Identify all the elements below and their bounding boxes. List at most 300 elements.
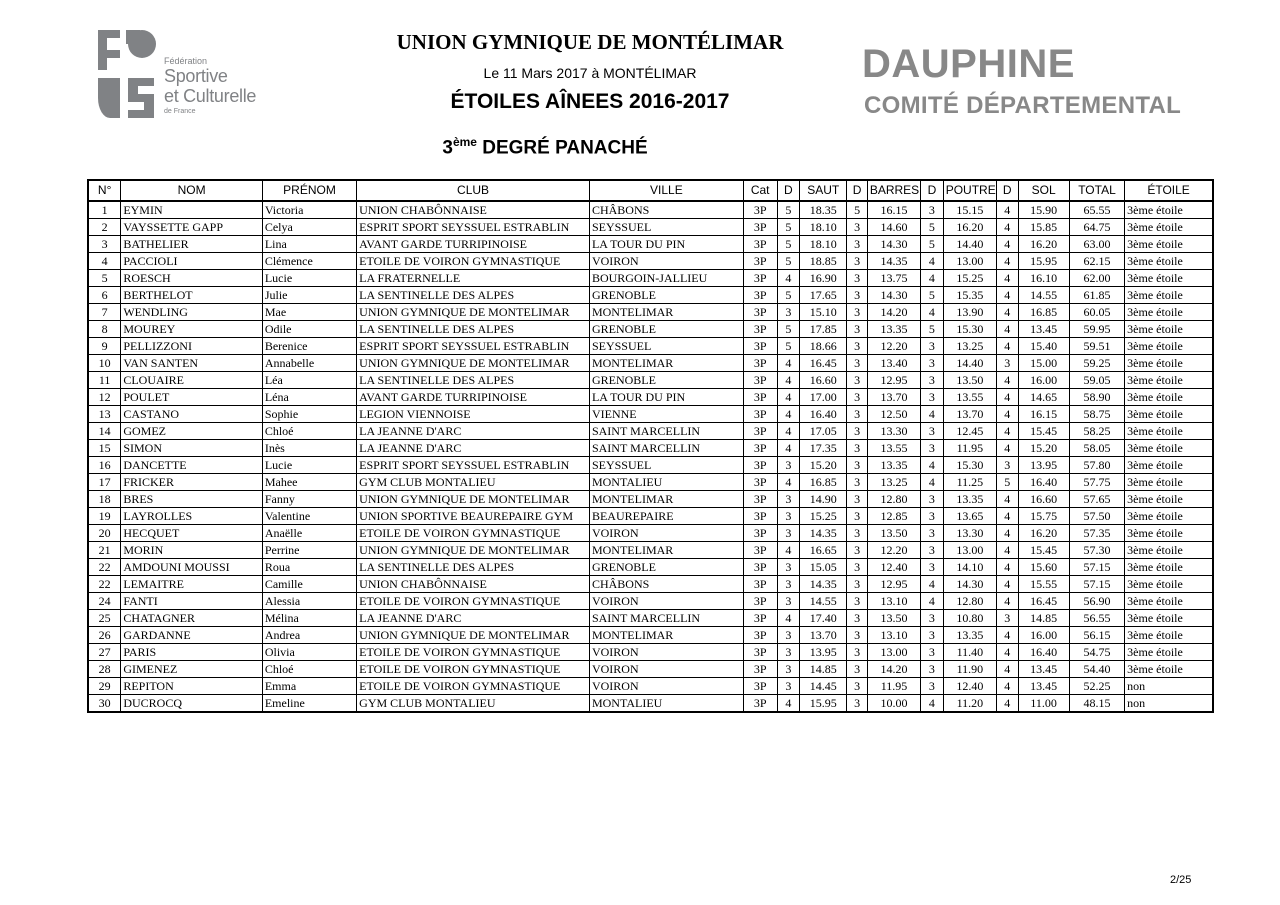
- col-poutre-cell: 10.80: [943, 610, 996, 627]
- col-etoile-cell: 3ème étoile: [1125, 287, 1213, 304]
- col-total-cell: 64.75: [1069, 219, 1124, 236]
- col-d-barres-header: D: [847, 180, 868, 201]
- col-saut-cell: 16.40: [800, 406, 847, 423]
- col-poutre-cell: 15.25: [943, 270, 996, 287]
- col-d-barres-cell: 3: [847, 440, 868, 457]
- col-ville-header: VILLE: [589, 180, 743, 201]
- table-row: [88, 219, 1213, 236]
- col-poutre-cell: 14.40: [943, 236, 996, 253]
- col-club-cell: UNION GYMNIQUE DE MONTELIMAR: [357, 304, 590, 321]
- col-club-cell: UNION GYMNIQUE DE MONTELIMAR: [357, 491, 590, 508]
- col-d-barres-cell: 3: [847, 355, 868, 372]
- col-saut-cell: 14.85: [800, 661, 847, 678]
- col-cat-cell: 3P: [743, 525, 777, 542]
- col-prenom-cell: Perrine: [262, 542, 356, 559]
- col-d-poutre-cell: 3: [921, 423, 944, 440]
- col-barres-cell: 12.95: [867, 372, 920, 389]
- col-d-poutre-cell: 5: [921, 236, 944, 253]
- col-prenom-cell: Camille: [262, 576, 356, 593]
- col-d-sol-cell: 4: [997, 219, 1019, 236]
- table-row: [88, 593, 1213, 610]
- col-saut-cell: 17.65: [800, 287, 847, 304]
- col-d-sol-cell: 3: [997, 610, 1019, 627]
- col-club-cell: LA SENTINELLE DES ALPES: [357, 287, 590, 304]
- col-ville-cell: CHÂBONS: [589, 201, 743, 219]
- col-etoile-cell: 3ème étoile: [1125, 372, 1213, 389]
- col-d-poutre-cell: 3: [921, 508, 944, 525]
- col-d-barres-cell: 3: [847, 525, 868, 542]
- degree-label: DEGRÉ PANACHÉ: [476, 137, 648, 159]
- fscf-logo: [96, 28, 276, 120]
- logo-line-3: de France: [164, 108, 196, 115]
- col-sol-cell: 16.85: [1018, 304, 1069, 321]
- col-total-cell: 57.35: [1069, 525, 1124, 542]
- col-total-cell: 57.75: [1069, 474, 1124, 491]
- col-prenom-cell: Emma: [262, 678, 356, 695]
- col-prenom-cell: Chloé: [262, 423, 356, 440]
- col-club-cell: LA JEANNE D'ARC: [357, 440, 590, 457]
- col-prenom-cell: Olivia: [262, 644, 356, 661]
- col-total-cell: 63.00: [1069, 236, 1124, 253]
- col-sol-cell: 15.55: [1018, 576, 1069, 593]
- col-d-barres-cell: 3: [847, 423, 868, 440]
- col-d-sol-cell: 5: [997, 474, 1019, 491]
- col-cat-cell: 3P: [743, 321, 777, 338]
- col-prenom-header: PRÉNOM: [262, 180, 356, 201]
- col-club-cell: ESPRIT SPORT SEYSSUEL ESTRABLIN: [357, 457, 590, 474]
- col-number-cell: 3: [88, 236, 121, 253]
- table-body: [88, 201, 1213, 712]
- col-sol-cell: 16.40: [1018, 644, 1069, 661]
- col-club-cell: LA JEANNE D'ARC: [357, 423, 590, 440]
- col-sol-cell: 16.10: [1018, 270, 1069, 287]
- col-total-cell: 54.40: [1069, 661, 1124, 678]
- col-d-barres-cell: 3: [847, 491, 868, 508]
- col-prenom-cell: Alessia: [262, 593, 356, 610]
- col-club-cell: LA JEANNE D'ARC: [357, 610, 590, 627]
- col-barres-cell: 12.80: [867, 491, 920, 508]
- col-d-sol-cell: 4: [997, 627, 1019, 644]
- col-d-saut-header: D: [777, 180, 800, 201]
- col-ville-cell: VOIRON: [589, 644, 743, 661]
- table-row: [88, 236, 1213, 253]
- col-barres-cell: 14.60: [867, 219, 920, 236]
- col-d-saut-cell: 3: [777, 304, 800, 321]
- col-d-saut-cell: 5: [777, 201, 800, 219]
- col-ville-cell: MONTELIMAR: [589, 304, 743, 321]
- col-d-barres-cell: 3: [847, 287, 868, 304]
- table-row: [88, 661, 1213, 678]
- col-cat-cell: 3P: [743, 304, 777, 321]
- col-etoile-cell: 3ème étoile: [1125, 253, 1213, 270]
- col-d-poutre-cell: 5: [921, 287, 944, 304]
- col-number-cell: 19: [88, 508, 121, 525]
- col-etoile-cell: 3ème étoile: [1125, 219, 1213, 236]
- col-prenom-cell: Andrea: [262, 627, 356, 644]
- col-d-poutre-cell: 4: [921, 270, 944, 287]
- col-number-cell: 26: [88, 627, 121, 644]
- col-barres-cell: 14.30: [867, 287, 920, 304]
- col-total-cell: 60.05: [1069, 304, 1124, 321]
- col-d-poutre-cell: 4: [921, 474, 944, 491]
- col-total-cell: 54.75: [1069, 644, 1124, 661]
- col-poutre-cell: 15.30: [943, 457, 996, 474]
- col-d-poutre-cell: 3: [921, 627, 944, 644]
- col-ville-cell: SAINT MARCELLIN: [589, 610, 743, 627]
- col-prenom-cell: Mae: [262, 304, 356, 321]
- col-club-cell: UNION GYMNIQUE DE MONTELIMAR: [357, 542, 590, 559]
- col-number-cell: 1: [88, 201, 121, 219]
- col-d-saut-cell: 5: [777, 253, 800, 270]
- col-nom-cell: BRES: [121, 491, 263, 508]
- col-cat-cell: 3P: [743, 338, 777, 355]
- col-nom-cell: AMDOUNI MOUSSI: [121, 559, 263, 576]
- col-saut-cell: 16.90: [800, 270, 847, 287]
- degree-number: 3: [442, 137, 453, 159]
- col-d-poutre-cell: 4: [921, 253, 944, 270]
- col-barres-cell: 14.20: [867, 661, 920, 678]
- degree-superscript: ème: [452, 135, 477, 149]
- col-d-barres-cell: 3: [847, 576, 868, 593]
- col-sol-cell: 16.45: [1018, 593, 1069, 610]
- col-ville-cell: MONTELIMAR: [589, 542, 743, 559]
- col-ville-cell: MONTALIEU: [589, 695, 743, 713]
- col-d-barres-cell: 3: [847, 559, 868, 576]
- col-ville-cell: VOIRON: [589, 661, 743, 678]
- table-row: [88, 678, 1213, 695]
- col-d-barres-cell: 3: [847, 406, 868, 423]
- results-table: [87, 179, 1214, 713]
- col-ville-cell: SEYSSUEL: [589, 219, 743, 236]
- col-d-sol-cell: 4: [997, 542, 1019, 559]
- col-sol-cell: 13.95: [1018, 457, 1069, 474]
- col-ville-cell: VOIRON: [589, 593, 743, 610]
- col-d-saut-cell: 4: [777, 389, 800, 406]
- col-sol-cell: 15.45: [1018, 423, 1069, 440]
- col-d-saut-cell: 5: [777, 236, 800, 253]
- col-d-saut-cell: 3: [777, 678, 800, 695]
- col-prenom-cell: Victoria: [262, 201, 356, 219]
- col-d-sol-cell: 4: [997, 661, 1019, 678]
- col-sol-cell: 16.60: [1018, 491, 1069, 508]
- col-d-barres-cell: 3: [847, 270, 868, 287]
- col-poutre-cell: 13.35: [943, 627, 996, 644]
- col-poutre-cell: 12.45: [943, 423, 996, 440]
- col-d-sol-cell: 3: [997, 355, 1019, 372]
- col-ville-cell: LA TOUR DU PIN: [589, 389, 743, 406]
- col-nom-cell: VAYSSETTE GAPP: [121, 219, 263, 236]
- col-barres-cell: 13.70: [867, 389, 920, 406]
- col-barres-cell: 14.30: [867, 236, 920, 253]
- table-row: [88, 287, 1213, 304]
- col-club-header: CLUB: [357, 180, 590, 201]
- col-sol-header: SOL: [1018, 180, 1069, 201]
- col-d-saut-cell: 4: [777, 474, 800, 491]
- col-cat-cell: 3P: [743, 219, 777, 236]
- col-poutre-cell: 13.65: [943, 508, 996, 525]
- col-etoile-cell: 3ème étoile: [1125, 559, 1213, 576]
- table-row: [88, 304, 1213, 321]
- col-d-poutre-cell: 5: [921, 219, 944, 236]
- col-nom-cell: PACCIOLI: [121, 253, 263, 270]
- col-cat-cell: 3P: [743, 355, 777, 372]
- col-d-barres-cell: 3: [847, 236, 868, 253]
- col-club-cell: UNION SPORTIVE BEAUREPAIRE GYM: [357, 508, 590, 525]
- col-nom-cell: LEMAITRE: [121, 576, 263, 593]
- col-total-cell: 59.51: [1069, 338, 1124, 355]
- col-poutre-cell: 11.25: [943, 474, 996, 491]
- col-sol-cell: 13.45: [1018, 678, 1069, 695]
- col-d-barres-cell: 3: [847, 219, 868, 236]
- col-cat-cell: 3P: [743, 440, 777, 457]
- col-poutre-cell: 16.20: [943, 219, 996, 236]
- col-sol-cell: 14.65: [1018, 389, 1069, 406]
- col-d-sol-cell: 4: [997, 270, 1019, 287]
- col-etoile-cell: 3ème étoile: [1125, 321, 1213, 338]
- col-d-sol-cell: 3: [997, 457, 1019, 474]
- col-d-poutre-cell: 3: [921, 644, 944, 661]
- col-d-barres-cell: 3: [847, 695, 868, 713]
- col-ville-cell: GRENOBLE: [589, 321, 743, 338]
- col-nom-cell: CLOUAIRE: [121, 372, 263, 389]
- col-ville-cell: BEAUREPAIRE: [589, 508, 743, 525]
- col-d-saut-cell: 4: [777, 406, 800, 423]
- col-total-cell: 62.00: [1069, 270, 1124, 287]
- table-row: [88, 627, 1213, 644]
- col-ville-cell: BOURGOIN-JALLIEU: [589, 270, 743, 287]
- table-row: [88, 474, 1213, 491]
- col-prenom-cell: Chloé: [262, 661, 356, 678]
- col-d-saut-cell: 4: [777, 610, 800, 627]
- col-cat-cell: 3P: [743, 270, 777, 287]
- col-etoile-cell: 3ème étoile: [1125, 423, 1213, 440]
- col-d-sol-cell: 4: [997, 695, 1019, 713]
- col-total-header: TOTAL: [1069, 180, 1124, 201]
- col-saut-cell: 16.45: [800, 355, 847, 372]
- col-d-saut-cell: 4: [777, 423, 800, 440]
- col-nom-cell: ROESCH: [121, 270, 263, 287]
- col-barres-cell: 14.20: [867, 304, 920, 321]
- col-d-poutre-cell: 3: [921, 610, 944, 627]
- col-d-saut-cell: 5: [777, 287, 800, 304]
- col-etoile-cell: 3ème étoile: [1125, 593, 1213, 610]
- col-total-cell: 58.75: [1069, 406, 1124, 423]
- col-club-cell: ETOILE DE VOIRON GYMNASTIQUE: [357, 678, 590, 695]
- col-nom-cell: SIMON: [121, 440, 263, 457]
- col-d-sol-cell: 4: [997, 338, 1019, 355]
- logo-line-1: Sportive: [164, 66, 228, 86]
- col-number-cell: 29: [88, 678, 121, 695]
- col-number-cell: 5: [88, 270, 121, 287]
- col-poutre-cell: 11.90: [943, 661, 996, 678]
- col-poutre-cell: 11.40: [943, 644, 996, 661]
- col-poutre-cell: 13.25: [943, 338, 996, 355]
- col-d-sol-cell: 4: [997, 321, 1019, 338]
- col-d-saut-cell: 4: [777, 372, 800, 389]
- col-d-poutre-cell: 3: [921, 355, 944, 372]
- col-poutre-cell: 13.50: [943, 372, 996, 389]
- col-saut-cell: 15.95: [800, 695, 847, 713]
- col-cat-cell: 3P: [743, 644, 777, 661]
- col-number-cell: 2: [88, 219, 121, 236]
- col-sol-cell: 15.75: [1018, 508, 1069, 525]
- col-barres-cell: 13.50: [867, 610, 920, 627]
- col-d-poutre-cell: 3: [921, 678, 944, 695]
- col-cat-cell: 3P: [743, 201, 777, 219]
- col-d-sol-cell: 4: [997, 389, 1019, 406]
- table-row: [88, 406, 1213, 423]
- col-sol-cell: 16.20: [1018, 236, 1069, 253]
- col-total-cell: 65.55: [1069, 201, 1124, 219]
- col-cat-cell: 3P: [743, 236, 777, 253]
- col-prenom-cell: Valentine: [262, 508, 356, 525]
- col-d-poutre-cell: 5: [921, 321, 944, 338]
- col-barres-cell: 13.50: [867, 525, 920, 542]
- col-d-barres-cell: 3: [847, 627, 868, 644]
- col-etoile-cell: non: [1125, 678, 1213, 695]
- col-nom-cell: MOUREY: [121, 321, 263, 338]
- col-d-saut-cell: 4: [777, 440, 800, 457]
- col-d-sol-cell: 4: [997, 525, 1019, 542]
- competition-title: ÉTOILES AÎNEES 2016-2017: [450, 90, 730, 113]
- col-club-cell: UNION GYMNIQUE DE MONTELIMAR: [357, 627, 590, 644]
- col-barres-cell: 13.55: [867, 440, 920, 457]
- col-total-cell: 58.05: [1069, 440, 1124, 457]
- col-sol-cell: 13.45: [1018, 661, 1069, 678]
- col-number-cell: 22: [88, 576, 121, 593]
- col-etoile-cell: 3ème étoile: [1125, 627, 1213, 644]
- col-number-cell: 10: [88, 355, 121, 372]
- col-etoile-cell: 3ème étoile: [1125, 406, 1213, 423]
- col-poutre-cell: 11.95: [943, 440, 996, 457]
- table-row: [88, 559, 1213, 576]
- col-d-sol-cell: 4: [997, 644, 1019, 661]
- col-etoile-cell: 3ème étoile: [1125, 576, 1213, 593]
- col-d-poutre-cell: 3: [921, 661, 944, 678]
- col-barres-header: BARRES: [867, 180, 920, 201]
- col-barres-cell: 14.35: [867, 253, 920, 270]
- col-sol-cell: 14.55: [1018, 287, 1069, 304]
- col-barres-cell: 12.50: [867, 406, 920, 423]
- col-d-poutre-cell: 3: [921, 491, 944, 508]
- col-d-saut-cell: 3: [777, 661, 800, 678]
- col-d-sol-cell: 4: [997, 304, 1019, 321]
- col-number-cell: 24: [88, 593, 121, 610]
- col-nom-cell: POULET: [121, 389, 263, 406]
- col-etoile-cell: 3ème étoile: [1125, 525, 1213, 542]
- col-d-saut-cell: 5: [777, 321, 800, 338]
- col-prenom-cell: Lucie: [262, 457, 356, 474]
- col-nom-cell: HECQUET: [121, 525, 263, 542]
- col-cat-cell: 3P: [743, 661, 777, 678]
- col-number-cell: 25: [88, 610, 121, 627]
- col-saut-cell: 18.35: [800, 201, 847, 219]
- col-ville-cell: GRENOBLE: [589, 372, 743, 389]
- col-total-cell: 61.85: [1069, 287, 1124, 304]
- col-d-poutre-cell: 3: [921, 440, 944, 457]
- col-barres-cell: 13.10: [867, 627, 920, 644]
- col-d-sol-cell: 4: [997, 559, 1019, 576]
- col-cat-cell: 3P: [743, 610, 777, 627]
- col-d-sol-cell: 4: [997, 287, 1019, 304]
- col-poutre-cell: 13.00: [943, 542, 996, 559]
- col-poutre-cell: 12.80: [943, 593, 996, 610]
- col-nom-cell: BATHELIER: [121, 236, 263, 253]
- col-prenom-cell: Léna: [262, 389, 356, 406]
- col-ville-cell: SAINT MARCELLIN: [589, 423, 743, 440]
- col-total-cell: 57.15: [1069, 559, 1124, 576]
- col-barres-cell: 16.15: [867, 201, 920, 219]
- col-d-poutre-cell: 3: [921, 338, 944, 355]
- col-barres-cell: 12.20: [867, 542, 920, 559]
- col-total-cell: 48.15: [1069, 695, 1124, 713]
- col-poutre-cell: 13.30: [943, 525, 996, 542]
- col-d-sol-cell: 4: [997, 440, 1019, 457]
- col-d-poutre-cell: 4: [921, 593, 944, 610]
- col-club-cell: UNION CHABÔNNAISE: [357, 201, 590, 219]
- col-nom-cell: PARIS: [121, 644, 263, 661]
- col-ville-cell: SAINT MARCELLIN: [589, 440, 743, 457]
- col-total-cell: 59.05: [1069, 372, 1124, 389]
- col-nom-header: NOM: [121, 180, 263, 201]
- col-etoile-cell: 3ème étoile: [1125, 610, 1213, 627]
- col-club-cell: ETOILE DE VOIRON GYMNASTIQUE: [357, 644, 590, 661]
- col-total-cell: 59.95: [1069, 321, 1124, 338]
- col-barres-cell: 13.10: [867, 593, 920, 610]
- col-number-cell: 9: [88, 338, 121, 355]
- col-d-sol-cell: 4: [997, 576, 1019, 593]
- table-row: [88, 610, 1213, 627]
- col-number-cell: 4: [88, 253, 121, 270]
- col-etoile-cell: 3ème étoile: [1125, 457, 1213, 474]
- col-d-sol-cell: 4: [997, 491, 1019, 508]
- col-d-poutre-header: D: [921, 180, 944, 201]
- logo-federation: Fédération: [164, 56, 208, 66]
- col-club-cell: UNION CHABÔNNAISE: [357, 576, 590, 593]
- col-d-saut-cell: 3: [777, 508, 800, 525]
- degree-title: [400, 135, 690, 159]
- col-nom-cell: GOMEZ: [121, 423, 263, 440]
- col-d-saut-cell: 4: [777, 270, 800, 287]
- col-poutre-cell: 15.35: [943, 287, 996, 304]
- col-d-saut-cell: 4: [777, 355, 800, 372]
- col-total-cell: 62.15: [1069, 253, 1124, 270]
- col-etoile-cell: 3ème étoile: [1125, 474, 1213, 491]
- col-poutre-cell: 15.15: [943, 201, 996, 219]
- col-total-cell: 57.15: [1069, 576, 1124, 593]
- col-number-header: N°: [88, 180, 121, 201]
- col-d-barres-cell: 3: [847, 678, 868, 695]
- col-club-cell: LEGION VIENNOISE: [357, 406, 590, 423]
- col-number-cell: 15: [88, 440, 121, 457]
- table-row: [88, 253, 1213, 270]
- col-etoile-cell: 3ème étoile: [1125, 304, 1213, 321]
- col-cat-cell: 3P: [743, 508, 777, 525]
- col-sol-cell: 16.15: [1018, 406, 1069, 423]
- col-saut-cell: 16.85: [800, 474, 847, 491]
- col-barres-cell: 13.30: [867, 423, 920, 440]
- col-ville-cell: VOIRON: [589, 678, 743, 695]
- col-ville-cell: VIENNE: [589, 406, 743, 423]
- col-d-barres-cell: 3: [847, 474, 868, 491]
- col-number-cell: 8: [88, 321, 121, 338]
- col-d-barres-cell: 3: [847, 321, 868, 338]
- col-d-barres-cell: 3: [847, 508, 868, 525]
- col-nom-cell: BERTHELOT: [121, 287, 263, 304]
- col-club-cell: ESPRIT SPORT SEYSSUEL ESTRABLIN: [357, 338, 590, 355]
- col-sol-cell: 15.20: [1018, 440, 1069, 457]
- col-number-cell: 6: [88, 287, 121, 304]
